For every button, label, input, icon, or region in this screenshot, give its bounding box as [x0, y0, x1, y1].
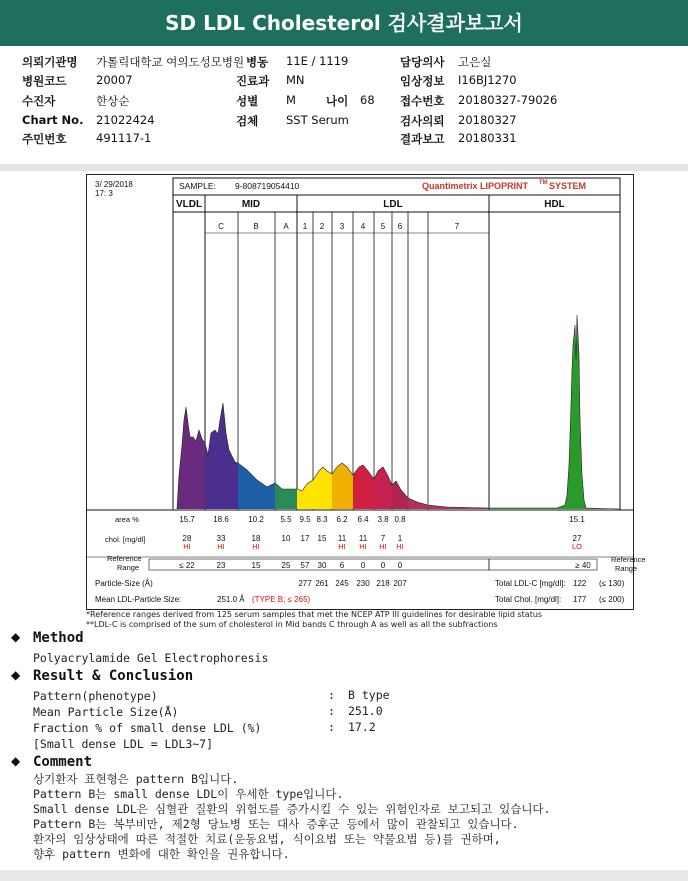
specimen-label: 검체	[236, 114, 259, 128]
chol-value: 15	[317, 534, 327, 543]
result-section	[0, 668, 688, 688]
department-label: 진료과	[236, 74, 270, 88]
age: 68	[360, 93, 375, 107]
ward-label: 병동	[246, 55, 269, 69]
report-label: 결과보고	[400, 132, 445, 146]
doctor: 고은실	[458, 55, 492, 69]
area-value: 18.6	[213, 515, 229, 524]
total-chol-label: Total Chol. [mg/dl]:	[495, 595, 562, 604]
report-title: SD LDL Cholesterol 검사결과보고서	[0, 0, 688, 46]
area-value: 3.8	[377, 515, 389, 524]
resident-no: 491117-1	[96, 131, 152, 145]
total-ldl-ref: (≤ 130)	[599, 579, 625, 588]
report-header	[0, 46, 688, 154]
chol-value: 28	[182, 534, 192, 543]
age-label: 나이	[326, 94, 349, 108]
method-heading: Method	[33, 630, 84, 646]
sample-id: 9-808719054410	[235, 181, 300, 191]
reference-value: 57	[300, 561, 310, 570]
band-area-mid-a	[275, 235, 297, 509]
comment-heading: Comment	[33, 754, 93, 770]
group-label-hdl: HDL	[544, 199, 565, 210]
area-value: 10.2	[248, 515, 264, 524]
resident-no-label: 주민번호	[22, 132, 67, 146]
sex: M	[286, 93, 296, 107]
area-row-label: area %	[115, 515, 139, 524]
reference-value: 15	[251, 561, 261, 570]
band-label-B: B	[253, 222, 259, 231]
chart-no: 21022424	[96, 113, 155, 127]
band-area-hdl	[489, 235, 620, 509]
area-value: 5.5	[280, 515, 292, 524]
recipient: 한상순	[96, 94, 130, 108]
area-value: 8.3	[316, 515, 328, 524]
chol-value: 10	[281, 534, 291, 543]
group-label-vldl: VLDL	[175, 199, 203, 210]
particle-size-label: Particle-Size (Å)	[95, 579, 153, 588]
test-request: 20180327	[458, 113, 517, 127]
bottom-divider	[0, 870, 688, 881]
band-label-1: 1	[302, 222, 308, 231]
reference-row-label-2: Range	[117, 563, 140, 572]
department: MN	[286, 73, 305, 87]
hdl-reference-value: ≥ 40	[575, 561, 591, 570]
band-label-3: 3	[339, 222, 345, 231]
area-value: 15.7	[179, 515, 195, 524]
hdl-chol-value: 27	[572, 534, 582, 543]
chol-value: 7	[380, 534, 386, 543]
reference-value: ≤ 22	[179, 561, 195, 570]
header-row-3	[0, 93, 688, 111]
system-suffix: SYSTEM	[549, 181, 587, 191]
diamond-bullet-icon: ◆	[11, 630, 21, 644]
hospital-code: 20007	[96, 73, 133, 87]
group-label-mid: MID	[241, 199, 261, 210]
sex-label: 성별	[236, 94, 259, 108]
chol-flag: HI	[252, 542, 260, 551]
result-heading: Result & Conclusion	[33, 668, 194, 684]
reference-value: 0	[360, 561, 366, 570]
hdl-area-value: 15.1	[569, 515, 585, 524]
chart-time: 17: 3	[95, 189, 113, 198]
mean-size-type: (TYPE B; ≤ 265)	[252, 595, 311, 604]
comment-line: Pattern B는 복부비만, 제2형 당뇨병 또는 대사 증후군 등에서 많이 관찰되고 있습니다.	[33, 817, 519, 831]
reference-row-label: Reference	[107, 554, 142, 563]
chol-value: 33	[216, 534, 226, 543]
sample-label: SAMPLE:	[179, 181, 216, 191]
result-colon: :	[328, 720, 335, 734]
comment-line: 환자의 임상상태에 따른 적절한 치료(운동요법, 식이요법 또는 약물요법 등)를 권하며,	[33, 832, 501, 846]
comment-line: Small dense LDL은 심혈관 질환의 위험도를 증가시킬 수 있는 위험인자로 보고되고 있습니다.	[33, 802, 551, 816]
chol-value: 18	[251, 534, 261, 543]
chol-flag: HI	[379, 542, 387, 551]
doctor-label: 담당의사	[400, 55, 445, 69]
diamond-bullet-icon: ◆	[11, 668, 21, 682]
comment-line: 상기환자 표현형은 pattern B입니다.	[33, 772, 239, 786]
result-row-value: 251.0	[348, 704, 383, 718]
reference-value: 30	[317, 561, 327, 570]
system-trademark: TM	[539, 180, 548, 186]
reference-value: 0	[397, 561, 403, 570]
band-label-5: 5	[380, 222, 386, 231]
reference-value: 23	[216, 561, 226, 570]
chart-footnotes	[86, 610, 542, 630]
receipt-no-label: 접수번호	[400, 94, 445, 108]
chol-flag: HI	[183, 542, 191, 551]
system-name: Quantimetrix LIPOPRINT	[422, 181, 529, 191]
hospital-code-label: 병원코드	[22, 74, 67, 88]
area-value: 0.8	[394, 515, 406, 524]
band-area-vldl	[173, 235, 205, 509]
band-label-6: 6	[397, 222, 403, 231]
band-label-7: 7	[454, 222, 460, 231]
particle-size-value: 230	[356, 579, 370, 588]
result-row-label: Fraction % of small dense LDL (%)	[33, 721, 262, 735]
band-area-ldl-2	[332, 235, 353, 509]
header-row-5	[0, 131, 688, 149]
band-area-ldl-4	[374, 235, 392, 509]
band-area-ldl-5	[392, 235, 408, 509]
recipient-label: 수진자	[22, 94, 56, 108]
total-chol-value: 177	[573, 595, 587, 604]
diamond-bullet-icon: ◆	[11, 754, 21, 768]
band-area-ldl-6	[408, 235, 489, 509]
method-section	[0, 630, 688, 650]
group-label-ldl: LDL	[383, 199, 403, 210]
total-chol-ref: (≤ 200)	[599, 595, 625, 604]
reference-value: 6	[339, 561, 345, 570]
result-colon: :	[328, 688, 335, 702]
header-row-1	[0, 54, 688, 72]
method-text: Polyacrylamide Gel Electrophoresis	[33, 651, 269, 665]
band-area-mid-c	[205, 235, 238, 509]
clinical-info-label: 임상정보	[400, 74, 445, 88]
reference-value: 0	[380, 561, 386, 570]
header-divider	[0, 164, 688, 171]
particle-size-value: 218	[376, 579, 390, 588]
band-area-ldl-3	[353, 235, 374, 509]
chol-flag: HI	[217, 542, 225, 551]
chol-flag: HI	[359, 542, 367, 551]
particle-size-value: 245	[335, 579, 349, 588]
requesting-institution-label: 의뢰기관명	[22, 55, 78, 69]
chol-value: 11	[337, 534, 347, 543]
band-label-4: 4	[360, 222, 366, 231]
clinical-info: I16BJ1270	[458, 73, 517, 87]
area-value: 9.5	[299, 515, 311, 524]
requesting-institution: 가톨릭대학교 여의도성모병원	[96, 55, 245, 69]
footnote-2: **LDL-C is comprised of the sum of cholesterol in Mid bands C through A as well as all the subfractions	[86, 620, 498, 629]
chol-value: 17	[300, 534, 310, 543]
side-reference-label: Reference	[611, 555, 646, 564]
header-row-4	[0, 113, 688, 131]
chol-flag: HI	[338, 542, 346, 551]
band-label-C: C	[218, 222, 224, 231]
result-row-label: Pattern(phenotype)	[33, 689, 158, 703]
specimen: SST Serum	[286, 113, 349, 127]
particle-size-value: 261	[315, 579, 329, 588]
mean-size-value: 251.0 Å	[217, 595, 245, 604]
particle-size-value: 207	[393, 579, 407, 588]
chart-date: 3/ 29/2018	[95, 180, 133, 189]
area-value: 6.2	[336, 515, 348, 524]
electrophoresis-chart-svg	[87, 175, 646, 609]
band-area-ldl-1	[297, 235, 313, 509]
comment-line: Pattern B는 small dense LDL이 우세한 type입니다.	[33, 787, 344, 801]
area-value: 6.4	[357, 515, 369, 524]
band-label-A: A	[283, 222, 289, 231]
result-row-value: 17.2	[348, 720, 376, 734]
comment-line: 향후 pattern 변화에 대한 확인을 권유합니다.	[33, 847, 290, 861]
side-reference-label-2: Range	[615, 564, 638, 573]
result-row-label: Mean Particle Size(Å)	[33, 705, 179, 719]
result-note: [Small dense LDL = LDL3~7]	[33, 737, 214, 751]
reference-value: 25	[281, 561, 291, 570]
band-label-2: 2	[319, 222, 325, 231]
chol-value: 1	[397, 534, 403, 543]
total-ldl-value: 122	[573, 579, 587, 588]
lipoprint-chart	[86, 174, 646, 610]
footnote-1: *Reference ranges derived from 125 serum samples that met the NCEP ATP III guidelines for desirable lipid status	[86, 610, 543, 619]
band-area-mid-b	[238, 235, 275, 509]
header-row-2	[0, 73, 688, 91]
chol-flag: HI	[396, 542, 404, 551]
particle-size-value: 277	[298, 579, 312, 588]
hdl-chol-flag: LO	[571, 542, 583, 551]
result-colon: :	[328, 704, 335, 718]
test-request-label: 검사의뢰	[400, 114, 445, 128]
report-date: 20180331	[458, 131, 517, 145]
chol-value: 11	[358, 534, 368, 543]
chol-row-label: chol. [mg/dl]	[105, 535, 146, 544]
mean-size-label: Mean LDL-Particle Size:	[95, 595, 182, 604]
receipt-no: 20180327-79026	[458, 93, 558, 107]
result-row-value: B type	[348, 688, 390, 702]
total-ldl-label: Total LDL-C [mg/dl]:	[495, 579, 566, 588]
ward: 11E / 1119	[286, 54, 349, 68]
chart-no-label: Chart No.	[22, 113, 84, 127]
